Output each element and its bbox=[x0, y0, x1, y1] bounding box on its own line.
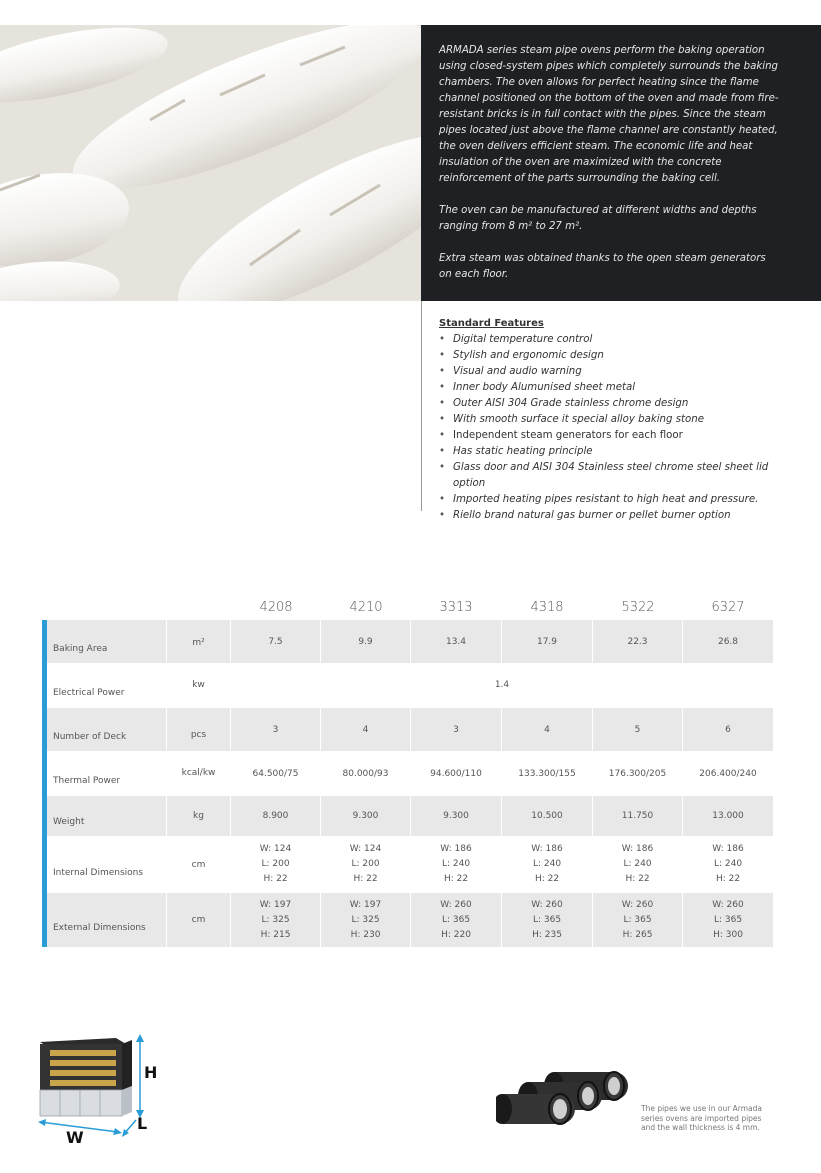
dim-w: W: 260 bbox=[712, 899, 744, 910]
pipes-icon bbox=[496, 1062, 636, 1142]
row-value: 64.500/75 bbox=[252, 768, 299, 779]
dim-l: L: 365 bbox=[532, 914, 562, 925]
row-unit: cm bbox=[167, 893, 230, 947]
dim-w: W: 124 bbox=[349, 844, 382, 854]
row-label: Baking Area bbox=[47, 620, 166, 663]
width-label: W bbox=[66, 1128, 84, 1147]
row-value: 13.4 bbox=[411, 620, 501, 663]
features-title: Standard Features bbox=[439, 318, 544, 329]
row-unit: pcs bbox=[167, 708, 230, 751]
feature-item: • Glass door and AISI 304 Stainless steel chrome steel sheet lid option bbox=[439, 460, 799, 492]
row-value: 3 bbox=[231, 708, 320, 751]
feature-item: • Outer AISI 304 Grade stainless chrome design bbox=[439, 396, 799, 412]
dim-h: H: 22 bbox=[534, 874, 560, 884]
dimension-cell bbox=[321, 837, 410, 892]
feature-item: • Independent steam generators for each floor bbox=[439, 428, 799, 444]
row-label: Electrical Power bbox=[53, 688, 125, 698]
dim-l: L: 240 bbox=[441, 859, 471, 869]
row-label: Internal Dimensions bbox=[53, 868, 144, 878]
dim-h: H: 235 bbox=[532, 929, 562, 940]
dim-h: H: 230 bbox=[350, 929, 381, 940]
dim-h: H: 22 bbox=[353, 874, 378, 884]
row-value: 13.000 bbox=[683, 796, 773, 836]
feature-item: • Digital temperature control bbox=[439, 332, 799, 348]
row-value: 26.8 bbox=[683, 620, 773, 663]
spec-row-internal-dimensions bbox=[47, 837, 773, 892]
row-value: 9.300 bbox=[321, 796, 410, 836]
row-value: 176.300/205 bbox=[608, 768, 667, 779]
dimension-cell bbox=[321, 893, 410, 947]
row-value: 7.5 bbox=[231, 620, 320, 663]
dimension-cell bbox=[683, 893, 773, 947]
row-unit: cm bbox=[191, 859, 206, 870]
intro-paragraph-2: The oven can be manufactured at different widths and depths ranging from 8 m² to 27 m². bbox=[439, 205, 757, 232]
dim-l: L: 365 bbox=[623, 914, 652, 925]
feature-item: • Visual and audio warning bbox=[439, 364, 799, 380]
feature-item: • Riello brand natural gas burner or pellet burner option bbox=[439, 508, 799, 524]
dim-w: W: 186 bbox=[621, 844, 654, 854]
dim-h: H: 22 bbox=[443, 874, 469, 884]
dim-w: W: 197 bbox=[349, 899, 382, 910]
dimension-cell bbox=[683, 837, 773, 892]
intro-paragraph-1: ARMADA series steam pipe ovens perform the baking operation using closed-system pipes which completely surrounds the baking chambers. The oven allows for perfect heating since the flame channel positioned on the bottom of the oven and made from fire-resistant bricks is in full contact with the pipes. Since the steam pipes located just above the flame channel are constantly heated, the oven delivers efficient steam. The economic life and heat insulation of the oven are maximized with the concrete reinforcement of the parts surrounding the baking cell. bbox=[439, 45, 779, 184]
row-label: Weight bbox=[47, 796, 166, 836]
row-label: External Dimensions bbox=[47, 893, 166, 947]
dim-l: L: 365 bbox=[441, 914, 471, 925]
dim-l: L: 325 bbox=[261, 914, 290, 925]
dim-h: H: 265 bbox=[622, 929, 653, 940]
dim-h: H: 300 bbox=[713, 929, 743, 940]
dim-w: W: 260 bbox=[531, 899, 563, 910]
row-value: 10.500 bbox=[502, 796, 592, 836]
length-label: L bbox=[137, 1114, 148, 1133]
dim-l: L: 200 bbox=[351, 859, 380, 869]
row-value: 8.900 bbox=[231, 796, 320, 836]
dim-w: W: 186 bbox=[712, 844, 744, 854]
dimension-cell bbox=[593, 893, 682, 947]
model-header: 4210 bbox=[349, 600, 383, 615]
dim-w: W: 260 bbox=[621, 899, 654, 910]
steam-pipes-illustration bbox=[496, 1062, 636, 1147]
pipes-caption: The pipes we use in our Armada series ovens are imported pipes and the wall thickness is 4 mm. bbox=[641, 1104, 763, 1132]
row-value: 5 bbox=[593, 708, 682, 751]
dimension-cell bbox=[502, 837, 592, 892]
row-value: 9.9 bbox=[321, 620, 410, 663]
dim-w: W: 124 bbox=[259, 844, 292, 854]
dimension-cell bbox=[502, 893, 592, 947]
dim-l: L: 365 bbox=[713, 914, 743, 925]
dim-h: H: 215 bbox=[260, 929, 291, 940]
dim-w: W: 197 bbox=[259, 899, 292, 910]
dimension-cell bbox=[231, 893, 320, 947]
dim-l: L: 200 bbox=[261, 859, 290, 869]
row-label: Number of Deck bbox=[47, 708, 166, 751]
dim-h: H: 220 bbox=[441, 929, 471, 940]
row-unit: kcal/kw bbox=[181, 768, 216, 778]
standard-features bbox=[439, 318, 799, 524]
row-value: 11.750 bbox=[593, 796, 682, 836]
dim-h: H: 22 bbox=[715, 874, 741, 884]
row-value: 80.000/93 bbox=[342, 768, 389, 779]
row-unit: kg bbox=[167, 796, 230, 836]
dimension-cell bbox=[593, 837, 682, 892]
row-value: 17.9 bbox=[502, 620, 592, 663]
row-value: 9.300 bbox=[411, 796, 501, 836]
dim-w: W: 186 bbox=[440, 844, 472, 854]
row-value: 6 bbox=[683, 708, 773, 751]
spec-row-baking-area bbox=[47, 620, 773, 663]
model-header: 3313 bbox=[439, 600, 473, 615]
row-value: 94.600/110 bbox=[430, 768, 482, 779]
feature-item: • Has static heating principle bbox=[439, 444, 799, 460]
spec-row-weight bbox=[47, 796, 773, 836]
dough-photo bbox=[0, 25, 421, 301]
dim-l: L: 325 bbox=[351, 914, 380, 925]
row-unit: m² bbox=[167, 620, 230, 663]
row-label: Thermal Power bbox=[53, 776, 121, 786]
feature-item: • Imported heating pipes resistant to high heat and pressure. bbox=[439, 492, 799, 508]
row-value: 4 bbox=[321, 708, 410, 751]
row-value: 22.3 bbox=[593, 620, 682, 663]
row-value: 133.300/155 bbox=[518, 768, 576, 779]
features-list bbox=[439, 332, 799, 524]
model-header: 5322 bbox=[621, 600, 655, 615]
intro-panel bbox=[421, 25, 821, 301]
spec-row-thermal-power bbox=[47, 752, 773, 795]
oven-dimension-diagram bbox=[36, 1030, 176, 1150]
spec-row-electrical-power bbox=[47, 664, 773, 707]
feature-item: • With smooth surface it special alloy baking stone bbox=[439, 412, 799, 428]
model-header: 4318 bbox=[530, 600, 564, 615]
spec-row-number-of-deck bbox=[47, 708, 773, 751]
model-header: 4208 bbox=[259, 600, 293, 615]
divider-line bbox=[421, 301, 422, 511]
intro-paragraph-3: Extra steam was obtained thanks to the open steam generators on each floor. bbox=[439, 253, 766, 280]
dim-l: L: 240 bbox=[623, 859, 652, 869]
row-value: 4 bbox=[502, 708, 592, 751]
row-value: 206.400/240 bbox=[699, 768, 757, 779]
dim-w: W: 186 bbox=[531, 844, 563, 854]
dim-l: L: 240 bbox=[532, 859, 562, 869]
model-header: 6327 bbox=[711, 600, 745, 615]
dim-h: H: 22 bbox=[625, 874, 650, 884]
dimension-cell bbox=[411, 837, 501, 892]
dim-h: H: 22 bbox=[263, 874, 288, 884]
dim-w: W: 260 bbox=[440, 899, 472, 910]
row-value: 3 bbox=[411, 708, 501, 751]
oven-icon bbox=[36, 1030, 176, 1145]
dough-loaves-illustration bbox=[0, 25, 421, 301]
feature-item: • Inner body Alumunised sheet metal bbox=[439, 380, 799, 396]
height-label: H bbox=[144, 1063, 158, 1082]
spec-row-external-dimensions bbox=[47, 893, 773, 947]
row-value: 1.4 bbox=[494, 680, 510, 690]
dimension-cell bbox=[231, 837, 320, 892]
row-unit: kw bbox=[192, 680, 205, 690]
dim-l: L: 240 bbox=[713, 859, 743, 869]
feature-item: • Stylish and ergonomic design bbox=[439, 348, 799, 364]
dimension-cell bbox=[411, 893, 501, 947]
